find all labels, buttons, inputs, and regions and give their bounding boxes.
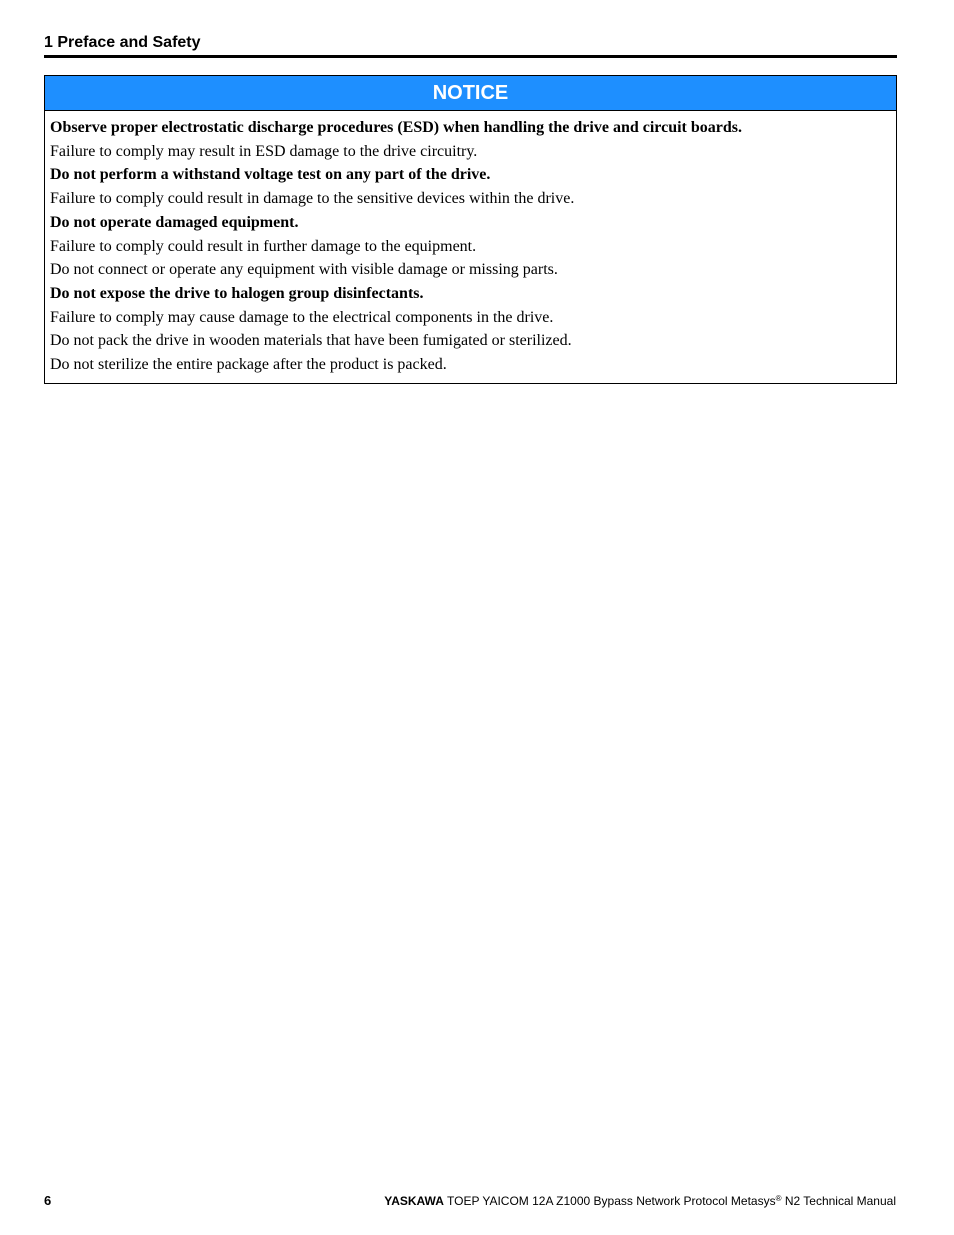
notice-title: NOTICE — [45, 76, 896, 111]
footer-title-suffix: N2 Technical Manual — [781, 1194, 896, 1208]
footer-title-main: TOEP YAICOM 12A Z1000 Bypass Network Protocol Metasys — [443, 1194, 776, 1208]
notice-line: Do not perform a withstand voltage test on any part of the drive. — [50, 166, 491, 184]
notice-line: Do not operate damaged equipment. — [50, 213, 299, 231]
notice-line: Do not sterilize the entire package after the product is packed. — [50, 356, 447, 374]
footer-manual-title — [384, 1193, 896, 1209]
notice-line: Failure to comply could result in further damage to the equipment. — [50, 237, 477, 255]
notice-line: Observe proper electrostatic discharge procedures (ESD) when handling the drive and circuit boards. — [50, 119, 742, 136]
notice-line: Failure to comply may cause damage to the electrical components in the drive. — [50, 308, 554, 326]
notice-box — [44, 75, 897, 384]
notice-line: Failure to comply could result in damage to the sensitive devices within the drive. — [50, 190, 575, 208]
section-title: 1 Preface and Safety — [44, 34, 201, 51]
section-header — [44, 33, 897, 58]
registered-mark: ® — [775, 1194, 782, 1203]
notice-body — [45, 111, 896, 383]
notice-line: Do not expose the drive to halogen group disinfectants. — [50, 284, 424, 302]
footer-brand: YASKAWA — [384, 1194, 444, 1208]
notice-line: Failure to comply may result in ESD damage to the drive circuitry. — [50, 142, 478, 160]
page-number: 6 — [44, 1193, 52, 1208]
notice-line: Do not connect or operate any equipment with visible damage or missing parts. — [50, 261, 558, 279]
notice-line: Do not pack the drive in wooden materials that have been fumigated or sterilized. — [50, 332, 572, 350]
